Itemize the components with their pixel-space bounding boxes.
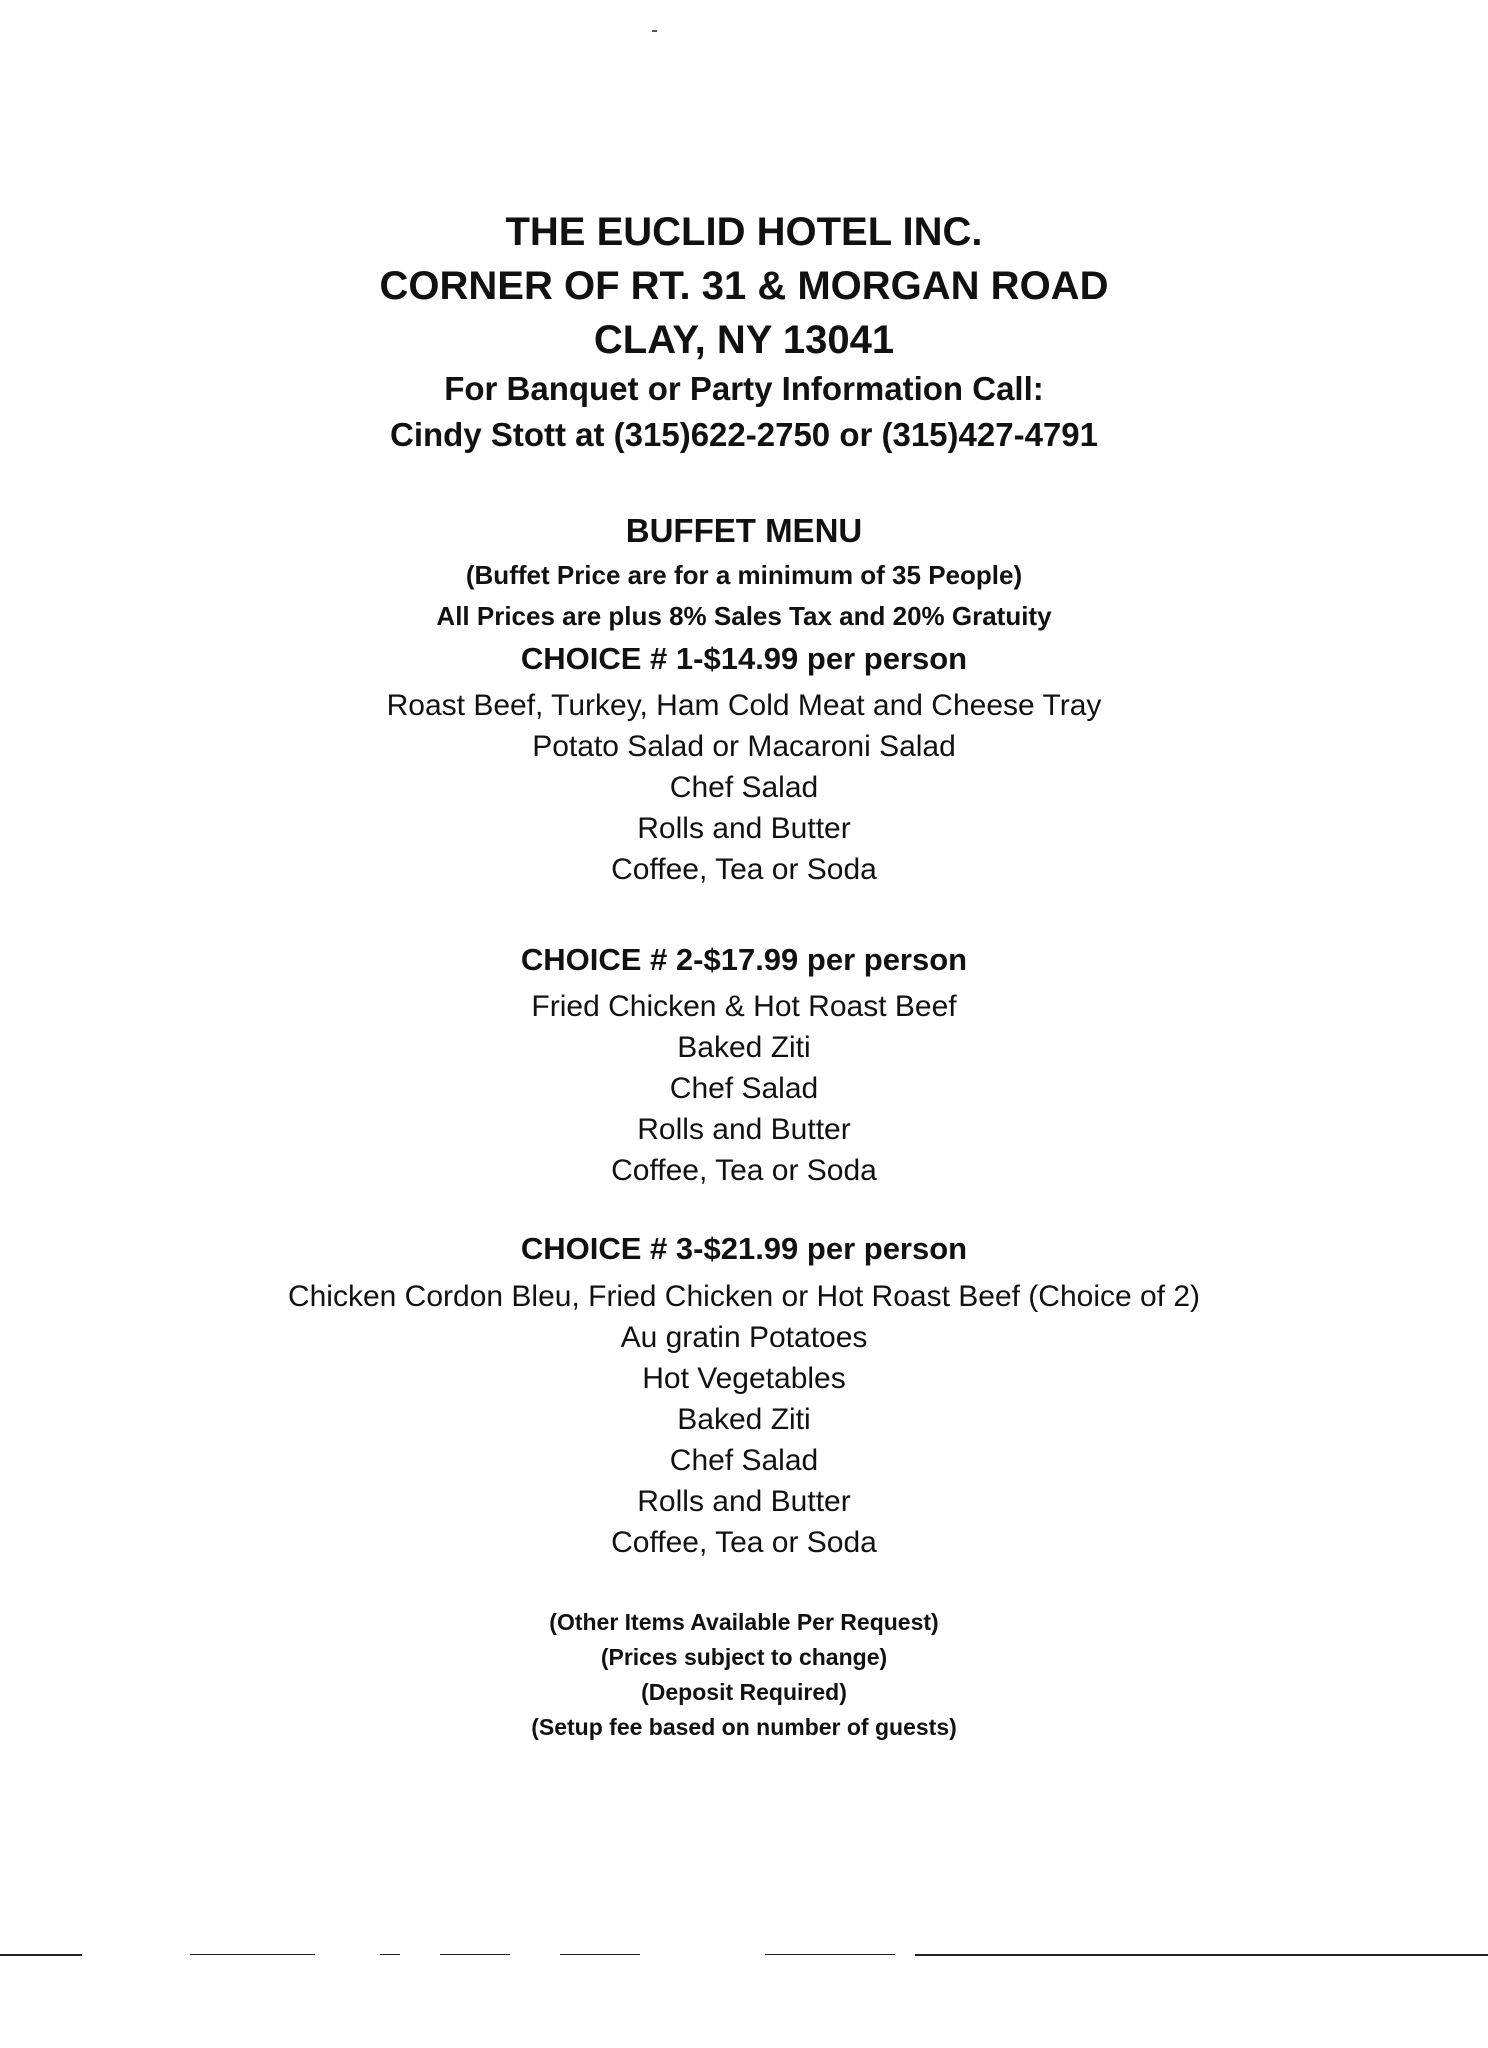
choice-1-heading: CHOICE # 1-$14.99 per person xyxy=(520,641,968,676)
choice-3-item: Baked Ziti xyxy=(677,1403,811,1436)
choice-2-heading: CHOICE # 2-$17.99 per person xyxy=(520,942,968,977)
info-line: For Banquet or Party Information Call: xyxy=(444,370,1044,407)
bottom-rule xyxy=(380,1954,400,1955)
hotel-city: CLAY, NY 13041 xyxy=(593,318,895,362)
choice-3-heading: CHOICE # 3-$21.99 per person xyxy=(520,1231,968,1266)
hotel-address: CORNER OF RT. 31 & MORGAN ROAD xyxy=(379,264,1109,308)
hotel-name: THE EUCLID HOTEL INC. xyxy=(505,210,983,254)
choice-2-item: Baked Ziti xyxy=(677,1031,811,1064)
contact-line: Cindy Stott at (315)622-2750 or (315)427-4791 xyxy=(390,416,1098,453)
scan-speck xyxy=(652,30,657,32)
choice-1-item: Rolls and Butter xyxy=(637,812,851,845)
choice-3-item: Chef Salad xyxy=(669,1444,819,1477)
footer-note: (Setup fee based on number of guests) xyxy=(531,1714,957,1740)
choice-2-item: Rolls and Butter xyxy=(637,1113,851,1146)
footer-note: (Other Items Available Per Request) xyxy=(549,1609,939,1635)
choice-3-item: Au gratin Potatoes xyxy=(620,1321,868,1354)
bottom-rule xyxy=(0,1954,82,1956)
choice-2-item: Chef Salad xyxy=(669,1072,819,1105)
bottom-rule xyxy=(440,1954,510,1955)
footer-note: (Deposit Required) xyxy=(641,1679,847,1705)
choice-2-item: Fried Chicken & Hot Roast Beef xyxy=(531,990,957,1023)
choice-1-item: Coffee, Tea or Soda xyxy=(611,853,877,886)
minimum-note: (Buffet Price are for a minimum of 35 People) xyxy=(465,560,1023,590)
bottom-rule xyxy=(560,1954,640,1955)
choice-1-item: Potato Salad or Macaroni Salad xyxy=(532,730,956,763)
choice-3-item: Chicken Cordon Bleu, Fried Chicken or Hot Roast Beef (Choice of 2) xyxy=(287,1280,1201,1313)
choice-3-item: Coffee, Tea or Soda xyxy=(611,1526,877,1559)
choice-1-item: Chef Salad xyxy=(669,771,819,804)
bottom-rule xyxy=(765,1954,895,1955)
choice-2-item: Coffee, Tea or Soda xyxy=(611,1154,877,1187)
bottom-rule xyxy=(915,1954,1488,1956)
footer-note: (Prices subject to change) xyxy=(600,1644,888,1670)
choice-3-item: Hot Vegetables xyxy=(642,1362,846,1395)
tax-note: All Prices are plus 8% Sales Tax and 20% Gratuity xyxy=(436,601,1052,631)
menu-title: BUFFET MENU xyxy=(625,512,863,549)
choice-1-item: Roast Beef, Turkey, Ham Cold Meat and Cheese Tray xyxy=(386,689,1102,722)
bottom-rule xyxy=(190,1954,315,1955)
choice-3-item: Rolls and Butter xyxy=(637,1485,851,1518)
